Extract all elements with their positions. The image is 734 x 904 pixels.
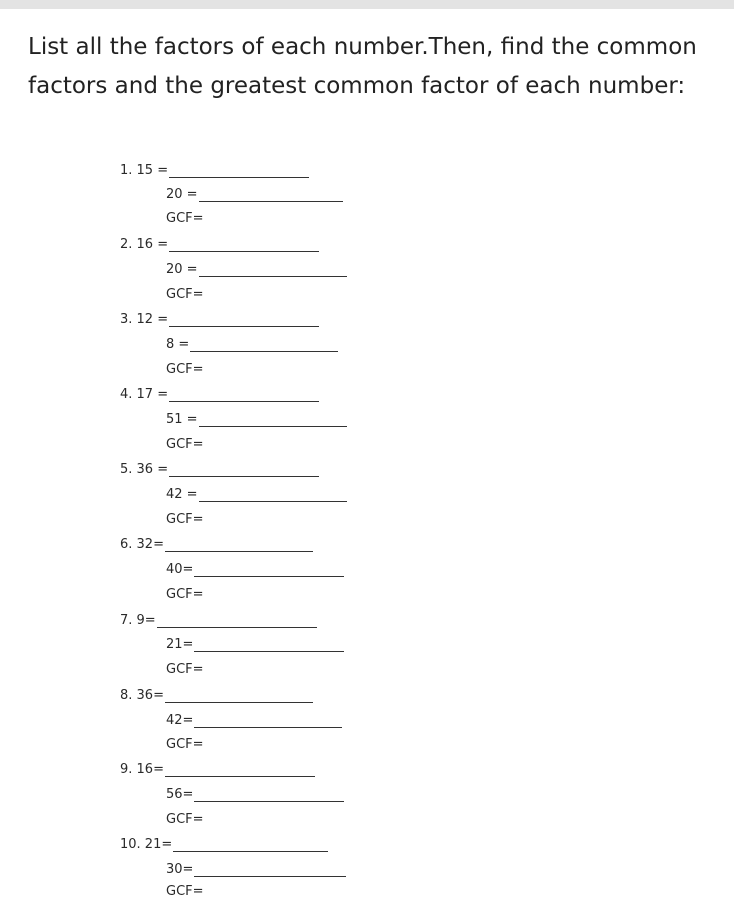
problem-7-second-label: 21= xyxy=(166,637,194,652)
problem-1-first xyxy=(120,163,309,178)
problem-3-first xyxy=(120,312,319,327)
problem-4-first-label: 4. 17 = xyxy=(120,387,169,402)
problem-4-first xyxy=(120,387,319,402)
problem-10-first-label: 10. 21= xyxy=(120,837,173,852)
problem-4-second-label: 51 = xyxy=(166,412,198,427)
problem-7-gcf-label: GCF= xyxy=(166,662,204,677)
answer-blank[interactable] xyxy=(194,638,344,652)
answer-blank[interactable] xyxy=(169,238,319,252)
problem-3-gcf xyxy=(166,362,204,377)
problem-7-gcf xyxy=(166,662,204,677)
problem-2-gcf xyxy=(166,287,204,302)
problem-8-second-label: 42= xyxy=(166,713,194,728)
problem-5-second-label: 42 = xyxy=(166,487,198,502)
answer-blank[interactable] xyxy=(157,614,317,628)
answer-blank[interactable] xyxy=(169,313,319,327)
problem-10-second-label: 30= xyxy=(166,862,194,877)
answer-blank[interactable] xyxy=(165,689,313,703)
answer-blank[interactable] xyxy=(194,714,342,728)
problem-9-first-label: 9. 16= xyxy=(120,762,164,777)
problem-8-gcf xyxy=(166,737,204,752)
problem-2-first-label: 2. 16 = xyxy=(120,237,169,252)
answer-blank[interactable] xyxy=(165,763,315,777)
answer-blank[interactable] xyxy=(199,488,347,502)
problem-1-first-label: 1. 15 = xyxy=(120,163,169,178)
problem-1-second xyxy=(166,187,343,202)
problem-6-gcf xyxy=(166,587,204,602)
problem-5-gcf-label: GCF= xyxy=(166,512,204,527)
problem-8-first-label: 8. 36= xyxy=(120,688,164,703)
problem-8-second xyxy=(166,713,342,728)
problem-5-second xyxy=(166,487,347,502)
problem-9-gcf xyxy=(166,812,204,827)
answer-blank[interactable] xyxy=(169,164,309,178)
problem-9-second-label: 56= xyxy=(166,787,194,802)
problem-1-second-label: 20 = xyxy=(166,187,198,202)
answer-blank[interactable] xyxy=(194,563,344,577)
problem-8-gcf-label: GCF= xyxy=(166,737,204,752)
answer-blank[interactable] xyxy=(199,188,343,202)
problem-2-second-label: 20 = xyxy=(166,262,198,277)
problem-4-second xyxy=(166,412,347,427)
problem-5-gcf xyxy=(166,512,204,527)
problem-3-second-label: 8 = xyxy=(166,337,190,352)
problem-6-second-label: 40= xyxy=(166,562,194,577)
instructions-text: List all the factors of each number.Then, find the common factors and the greatest common factor of each number: xyxy=(28,34,697,99)
problem-4-gcf xyxy=(166,437,204,452)
answer-blank[interactable] xyxy=(199,413,347,427)
answer-blank[interactable] xyxy=(199,263,347,277)
problem-5-first-label: 5. 36 = xyxy=(120,462,169,477)
problem-2-second xyxy=(166,262,347,277)
answer-blank[interactable] xyxy=(194,863,346,877)
problem-7-first xyxy=(120,613,317,628)
problem-3-gcf-label: GCF= xyxy=(166,362,204,377)
problem-10-second xyxy=(166,862,346,877)
problem-9-gcf-label: GCF= xyxy=(166,812,204,827)
problem-6-first xyxy=(120,537,313,552)
problem-3-first-label: 3. 12 = xyxy=(120,312,169,327)
problem-9-second xyxy=(166,787,344,802)
answer-blank[interactable] xyxy=(169,463,319,477)
problem-2-first xyxy=(120,237,319,252)
problem-10-gcf-label: GCF= xyxy=(166,884,204,899)
answer-blank[interactable] xyxy=(169,388,319,402)
answer-blank[interactable] xyxy=(190,338,338,352)
problem-10-first xyxy=(120,837,328,852)
problem-9-first xyxy=(120,762,315,777)
answer-blank[interactable] xyxy=(194,788,344,802)
problem-6-second xyxy=(166,562,344,577)
problem-6-first-label: 6. 32= xyxy=(120,537,164,552)
problem-4-gcf-label: GCF= xyxy=(166,437,204,452)
answer-blank[interactable] xyxy=(165,538,313,552)
problem-10-gcf xyxy=(166,884,204,899)
problem-7-second xyxy=(166,637,344,652)
answer-blank[interactable] xyxy=(173,838,328,852)
problem-2-gcf-label: GCF= xyxy=(166,287,204,302)
problem-3-second xyxy=(166,337,338,352)
problem-6-gcf-label: GCF= xyxy=(166,587,204,602)
problem-1-gcf xyxy=(166,211,204,226)
problem-1-gcf-label: GCF= xyxy=(166,211,204,226)
problem-7-first-label: 7. 9= xyxy=(120,613,156,628)
problem-8-first xyxy=(120,688,313,703)
problem-5-first xyxy=(120,462,319,477)
